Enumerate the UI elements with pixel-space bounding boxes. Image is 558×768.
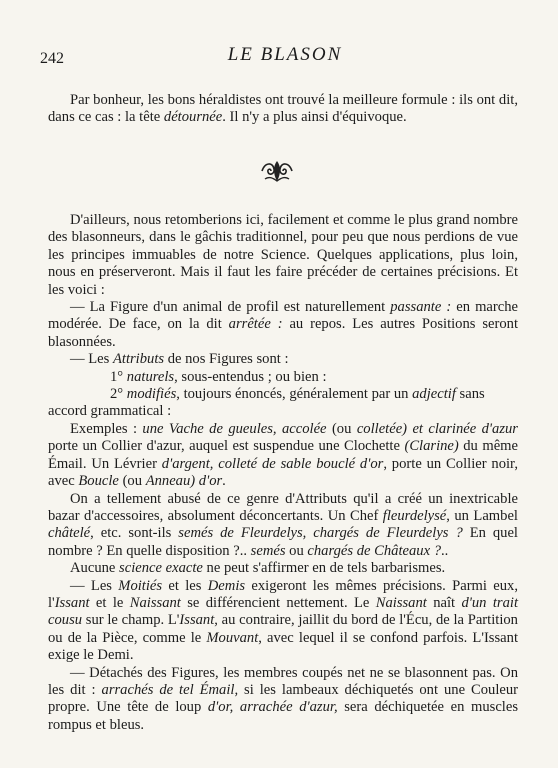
list-item-2: 2° modifiés, toujours énoncés, généralement par un adjectif sans bbox=[110, 386, 485, 403]
intro-paragraph bbox=[48, 92, 518, 127]
page-header bbox=[40, 40, 530, 68]
paragraph-6: On a tellement abusé de ce genre d'Attributs qu'il a créé un inextricable bazar d'accessoires, absolument déconcertants. Un Chef fleurdelysé, un Lambel châtelé, etc. sont-ils semés de Fleurdelys, chargés de Fleurdelys ? En quel nombre ? En quelle disposition ?.. semés ou chargés de Châteaux ?.. bbox=[48, 490, 518, 559]
running-title: LE BLASON bbox=[227, 44, 343, 65]
fleuron-ornament-icon bbox=[259, 158, 295, 184]
paragraph-3: — Les Attributs de nos Figures sont : bbox=[70, 351, 289, 368]
paragraph-4: accord grammatical : bbox=[48, 403, 172, 420]
list-item-1: 1° naturels, sous-entendus ; ou bien : bbox=[110, 368, 327, 385]
paragraph-2: — La Figure d'un animal de profil est naturellement passante : en marche modérée. De face, on la dit arrêtée : au repos. Les autres Positions seront blasonnées. bbox=[48, 299, 519, 350]
paragraph-1: D'ailleurs, nous retomberions ici, facilement et comme le plus grand nombre des blasonneurs, dans le gâchis traditionnel, pour peu que nous perdions de vue les principes immuables de notre Science. Quelques applications, plus loin, nous en préserveront. Mais il faut les faire précéder de certaines précisions. Et les voici : bbox=[48, 212, 518, 298]
paragraph-9: — Détachés des Figures, les membres coupés net ne se blasonnent pas. On les dit : arrachés de tel Émail, si les lambeaux déchiquetés ont une Couleur propre. Une tête de loup d'or, arrachée d'azur, sera déchiquetée en muscles rompus et bleus. bbox=[48, 664, 519, 733]
paragraph-7: Aucune science exacte ne peut s'affirmer en de tels barbarismes. bbox=[70, 560, 446, 577]
main-text bbox=[48, 212, 518, 734]
intro-text: Par bonheur, les bons héraldistes ont trouvé la meilleure formule : ils ont dit, dans ce cas : la tête détournée. Il n'y a plus ainsi d'équivoque. bbox=[48, 92, 518, 126]
paragraph-8: — Les Moitiés et les Demis exigeront les mêmes précisions. Parmi eux, l'Issant et le Naissant se différencient nettement. Le Naissant naît d'un trait cousu sur le champ. L'Issant, au contraire, jaillit du bord de l'Écu, de la Partition ou de la Pièce, comme le Mouvant, avec lequel il se confond parfois. L'Issant exige le Demi. bbox=[48, 577, 518, 664]
paragraph-examples: Exemples : une Vache de gueules, accolée (ou colletée) et clarinée d'azur porte un Collier d'azur, auquel est suspendue une Clochette (Clarine) du même Émail. Un Lévrier d'argent, colleté de sable bouclé d'or, porte un Collier noir, avec Boucle (ou Anneau) d'or. bbox=[48, 420, 518, 490]
page-number: 242 bbox=[40, 50, 64, 67]
